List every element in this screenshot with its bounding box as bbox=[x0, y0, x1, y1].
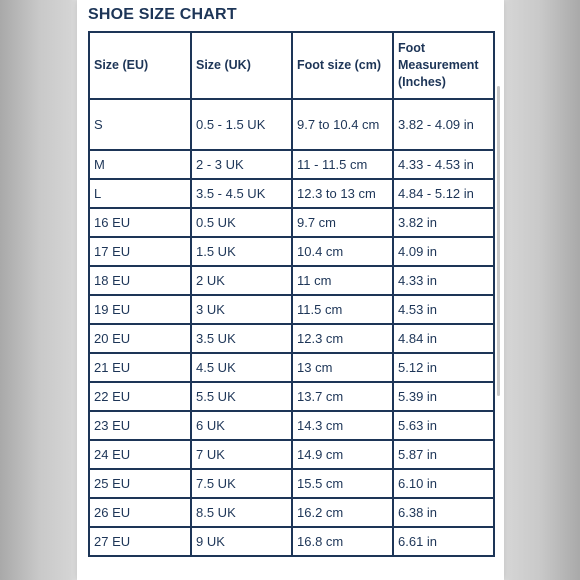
cell-size-uk: 5.5 UK bbox=[191, 382, 292, 411]
cell-size-eu: 19 EU bbox=[89, 295, 191, 324]
column-header-foot-size-cm: Foot size (cm) bbox=[292, 32, 393, 99]
cell-size-uk: 4.5 UK bbox=[191, 353, 292, 382]
column-header-size-eu: Size (EU) bbox=[89, 32, 191, 99]
cell-size-uk: 1.5 UK bbox=[191, 237, 292, 266]
cell-foot-size-cm: 11.5 cm bbox=[292, 295, 393, 324]
cell-foot-size-cm: 9.7 cm bbox=[292, 208, 393, 237]
cell-foot-measurement-inches: 4.09 in bbox=[393, 237, 494, 266]
cell-foot-measurement-inches: 5.12 in bbox=[393, 353, 494, 382]
cell-foot-size-cm: 14.3 cm bbox=[292, 411, 393, 440]
cell-size-uk: 7.5 UK bbox=[191, 469, 292, 498]
cell-foot-measurement-inches: 5.39 in bbox=[393, 382, 494, 411]
table-row bbox=[89, 411, 494, 440]
cell-foot-measurement-inches: 4.53 in bbox=[393, 295, 494, 324]
cell-size-eu: 21 EU bbox=[89, 353, 191, 382]
table-header-row bbox=[89, 32, 494, 99]
table-row bbox=[89, 179, 494, 208]
cell-foot-measurement-inches: 3.82 - 4.09 in bbox=[393, 99, 494, 150]
cell-foot-size-cm: 16.2 cm bbox=[292, 498, 393, 527]
cell-foot-size-cm: 12.3 to 13 cm bbox=[292, 179, 393, 208]
cell-size-eu: S bbox=[89, 99, 191, 150]
table-row bbox=[89, 498, 494, 527]
cell-foot-measurement-inches: 4.84 - 5.12 in bbox=[393, 179, 494, 208]
cell-foot-measurement-inches: 5.87 in bbox=[393, 440, 494, 469]
cell-size-uk: 7 UK bbox=[191, 440, 292, 469]
cell-size-uk: 3 UK bbox=[191, 295, 292, 324]
cell-size-eu: 26 EU bbox=[89, 498, 191, 527]
cell-foot-size-cm: 11 - 11.5 cm bbox=[292, 150, 393, 179]
cell-size-uk: 6 UK bbox=[191, 411, 292, 440]
cell-size-uk: 8.5 UK bbox=[191, 498, 292, 527]
cell-foot-size-cm: 15.5 cm bbox=[292, 469, 393, 498]
cell-foot-measurement-inches: 6.38 in bbox=[393, 498, 494, 527]
cell-foot-measurement-inches: 4.84 in bbox=[393, 324, 494, 353]
cell-size-eu: 20 EU bbox=[89, 324, 191, 353]
column-header-foot-measurement-inches: Foot Measurement (Inches) bbox=[393, 32, 494, 99]
cell-size-uk: 0.5 UK bbox=[191, 208, 292, 237]
cell-foot-size-cm: 10.4 cm bbox=[292, 237, 393, 266]
cell-size-uk: 3.5 UK bbox=[191, 324, 292, 353]
cell-foot-size-cm: 14.9 cm bbox=[292, 440, 393, 469]
table-row bbox=[89, 382, 494, 411]
cell-size-eu: 17 EU bbox=[89, 237, 191, 266]
cell-size-eu: 24 EU bbox=[89, 440, 191, 469]
table-row bbox=[89, 266, 494, 295]
table-row bbox=[89, 469, 494, 498]
table-row bbox=[89, 295, 494, 324]
cell-foot-size-cm: 12.3 cm bbox=[292, 324, 393, 353]
table-row bbox=[89, 527, 494, 556]
cell-foot-size-cm: 16.8 cm bbox=[292, 527, 393, 556]
cell-foot-size-cm: 13.7 cm bbox=[292, 382, 393, 411]
table-row bbox=[89, 353, 494, 382]
cell-foot-size-cm: 13 cm bbox=[292, 353, 393, 382]
cell-size-uk: 9 UK bbox=[191, 527, 292, 556]
cell-size-uk: 2 - 3 UK bbox=[191, 150, 292, 179]
cell-size-uk: 2 UK bbox=[191, 266, 292, 295]
cell-size-eu: 22 EU bbox=[89, 382, 191, 411]
cell-size-eu: 18 EU bbox=[89, 266, 191, 295]
page-title: SHOE SIZE CHART bbox=[88, 6, 237, 23]
cell-foot-measurement-inches: 3.82 in bbox=[393, 208, 494, 237]
cell-size-uk: 0.5 - 1.5 UK bbox=[191, 99, 292, 150]
cell-size-eu: M bbox=[89, 150, 191, 179]
cell-size-eu: L bbox=[89, 179, 191, 208]
cell-size-eu: 27 EU bbox=[89, 527, 191, 556]
column-header-size-uk: Size (UK) bbox=[191, 32, 292, 99]
table-row bbox=[89, 324, 494, 353]
cell-foot-size-cm: 9.7 to 10.4 cm bbox=[292, 99, 393, 150]
cell-foot-size-cm: 11 cm bbox=[292, 266, 393, 295]
cell-foot-measurement-inches: 4.33 - 4.53 in bbox=[393, 150, 494, 179]
scrollbar[interactable] bbox=[497, 86, 500, 396]
size-chart-card bbox=[77, 0, 504, 580]
size-chart-table bbox=[88, 31, 495, 557]
cell-foot-measurement-inches: 6.61 in bbox=[393, 527, 494, 556]
table-row bbox=[89, 150, 494, 179]
cell-size-eu: 16 EU bbox=[89, 208, 191, 237]
table-row bbox=[89, 237, 494, 266]
table-row bbox=[89, 440, 494, 469]
table-row bbox=[89, 208, 494, 237]
cell-foot-measurement-inches: 5.63 in bbox=[393, 411, 494, 440]
cell-size-uk: 3.5 - 4.5 UK bbox=[191, 179, 292, 208]
cell-size-eu: 25 EU bbox=[89, 469, 191, 498]
cell-foot-measurement-inches: 6.10 in bbox=[393, 469, 494, 498]
cell-foot-measurement-inches: 4.33 in bbox=[393, 266, 494, 295]
cell-size-eu: 23 EU bbox=[89, 411, 191, 440]
table-row bbox=[89, 99, 494, 150]
